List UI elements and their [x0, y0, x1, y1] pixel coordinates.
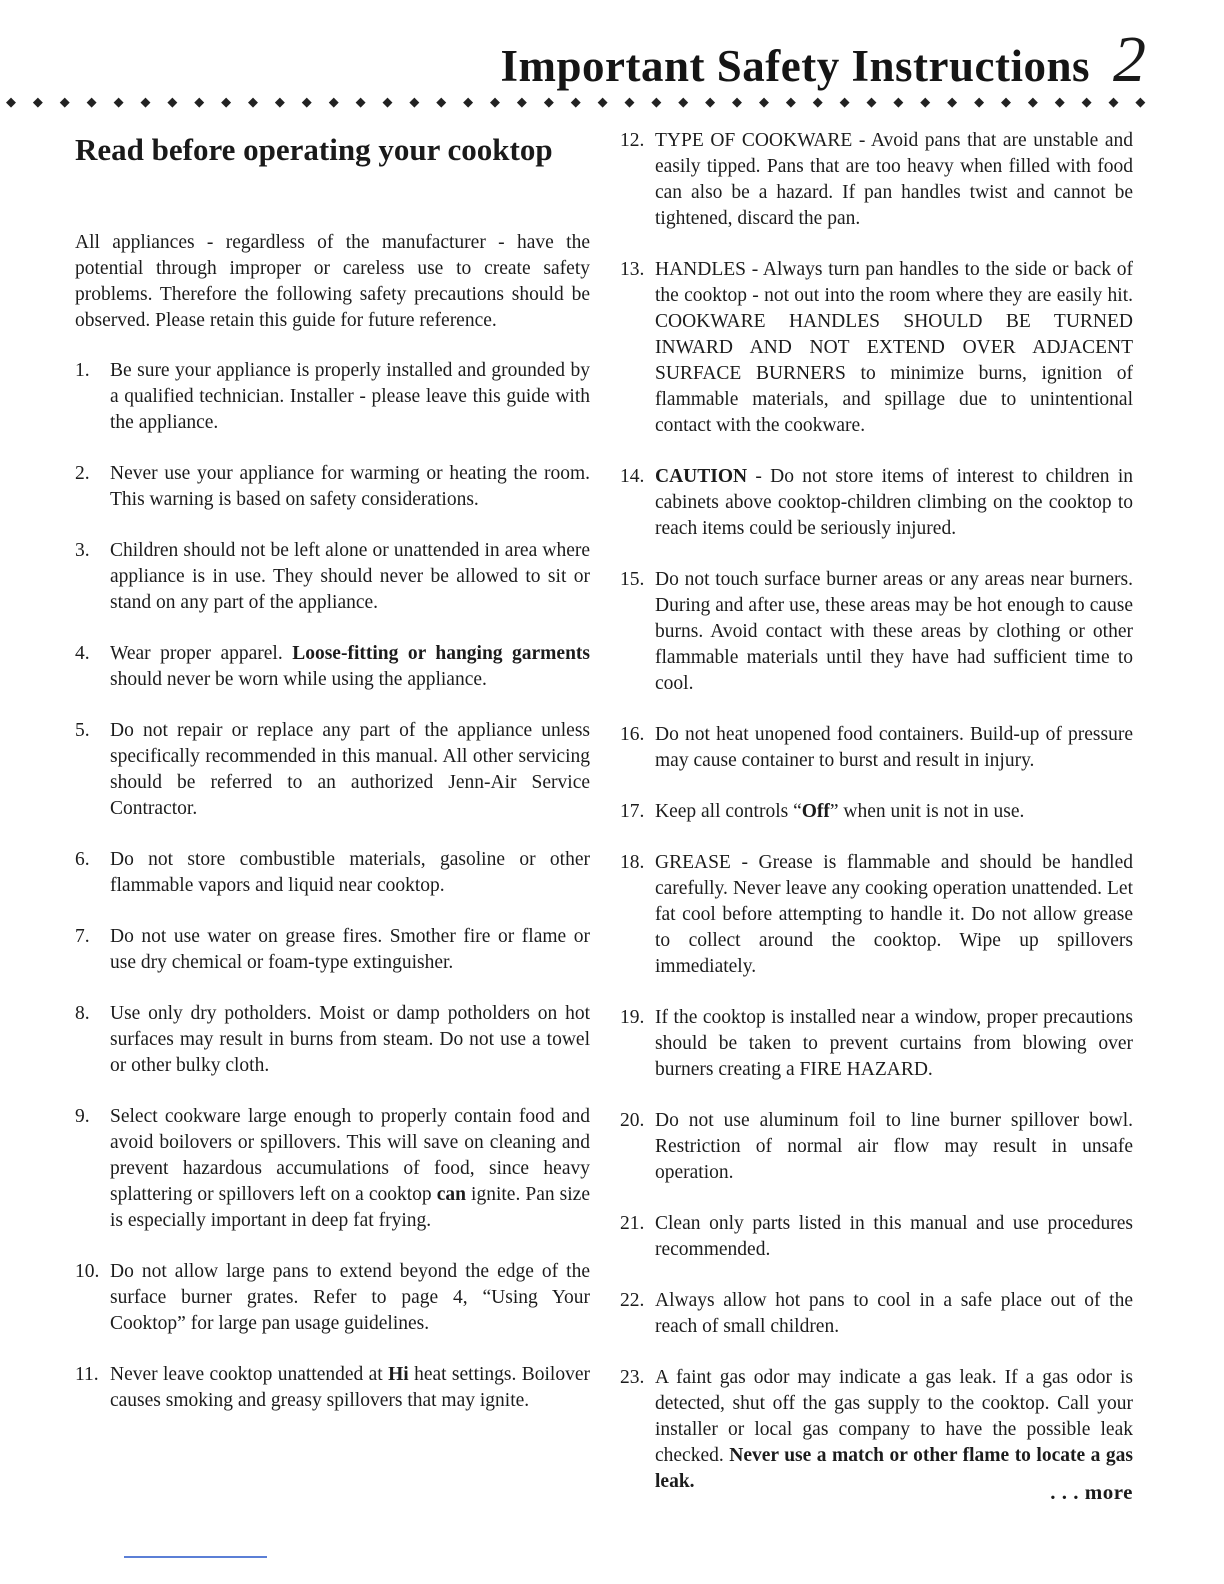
item-text — [110, 1104, 590, 1234]
diamond-ornament: ◆ — [490, 94, 501, 109]
item-text — [110, 641, 590, 693]
item-number: 19. — [620, 1007, 645, 1028]
item-text-segment: Children should not be left alone or unattended in area where appliance is in use. They should never be allowed to sit or stand on any part of the appliance. — [110, 540, 590, 613]
more-label: . . . more — [1050, 1480, 1133, 1504]
diamond-ornament: ◆ — [409, 94, 420, 109]
item-text — [110, 1001, 590, 1079]
item-number: 13. — [620, 259, 645, 280]
safety-item — [75, 847, 590, 899]
safety-item — [620, 722, 1133, 774]
item-text — [110, 461, 590, 513]
diamond-ornament: ◆ — [974, 94, 985, 109]
diamond-ornament: ◆ — [32, 94, 43, 109]
diamond-ornament: ◆ — [866, 94, 877, 109]
diamond-ornament: ◆ — [597, 94, 608, 109]
safety-item — [75, 1001, 590, 1079]
diamond-ornament: ◆ — [651, 94, 662, 109]
item-text-segment: Do not allow large pans to extend beyond the edge of the surface burner grates. Refer to page 4, “Using Your Cooktop” for large pan usage guidelines. — [110, 1261, 590, 1334]
safety-item — [75, 641, 590, 693]
item-text-segment: Select cookware large enough to properly contain food and avoid boilovers or spillovers. This will save on cleaning and prevent hazardous accumulations of food, since heavy splattering or spillovers left on a cooktop — [110, 1106, 590, 1205]
diamond-ornament: ◆ — [355, 94, 366, 109]
item-text — [655, 128, 1133, 232]
item-text-segment: A faint gas odor may indicate a gas leak. If a gas odor is detected, shut off the gas supply to the cooktop. Call your installer or local gas company to have the possible leak checked. — [655, 1367, 1133, 1466]
emphasis-text: CAUTION — [655, 466, 748, 487]
item-text — [110, 1259, 590, 1337]
diamond-ornament: ◆ — [570, 94, 581, 109]
item-text-segment: Never leave cooktop unattended at — [110, 1364, 389, 1385]
safety-item — [620, 1365, 1133, 1495]
safety-item — [620, 257, 1133, 439]
safety-item — [75, 718, 590, 822]
item-text-segment: should never be worn while using the appliance. — [110, 669, 487, 690]
item-number: 9. — [75, 1106, 90, 1127]
item-number: 15. — [620, 569, 645, 590]
diamond-ornament: ◆ — [301, 94, 312, 109]
safety-item — [620, 799, 1133, 825]
item-number: 2. — [75, 463, 90, 484]
diamond-ornament: ◆ — [678, 94, 689, 109]
diamond-ornament: ◆ — [920, 94, 931, 109]
diamond-ornament: ◆ — [947, 94, 958, 109]
diamond-divider — [6, 91, 1146, 113]
safety-item — [620, 850, 1133, 980]
item-text — [655, 567, 1133, 697]
safety-item — [620, 1211, 1133, 1263]
right-column — [620, 128, 1133, 1520]
safety-list-left — [75, 358, 590, 1414]
safety-item — [75, 924, 590, 976]
item-number: 5. — [75, 720, 90, 741]
item-text — [655, 1108, 1133, 1186]
diamond-ornament: ◆ — [248, 94, 259, 109]
item-text-segment: If the cooktop is installed near a window, proper precautions should be taken to prevent curtains from blowing over burners creating a FIRE HAZARD. — [655, 1007, 1133, 1080]
safety-item — [620, 1108, 1133, 1186]
diamond-ornament: ◆ — [1027, 94, 1038, 109]
item-text — [110, 1362, 590, 1414]
diamond-ornament: ◆ — [113, 94, 124, 109]
item-number: 8. — [75, 1003, 90, 1024]
diamond-ornament: ◆ — [140, 94, 151, 109]
diamond-ornament: ◆ — [705, 94, 716, 109]
item-text-segment: ignite. Pan size is especially important in deep fat frying. — [110, 1184, 590, 1231]
safety-item — [75, 1104, 590, 1234]
diamond-ornament: ◆ — [382, 94, 393, 109]
diamond-ornament: ◆ — [516, 94, 527, 109]
item-text — [110, 358, 590, 436]
item-text-segment: Be sure your appliance is properly installed and grounded by a qualified technician. Installer - please leave this guide with the appliance. — [110, 360, 590, 433]
safety-item — [75, 1259, 590, 1337]
item-text-segment: - Do not store items of interest to children in cabinets above cooktop-children climbing on the cooktop to reach items could be seriously injured. — [655, 466, 1133, 539]
safety-list-right — [620, 128, 1133, 1495]
item-text — [655, 722, 1133, 774]
safety-item — [620, 128, 1133, 232]
diamond-ornament: ◆ — [1108, 94, 1119, 109]
diamond-ornament: ◆ — [194, 94, 205, 109]
item-number: 16. — [620, 724, 645, 745]
item-text — [655, 850, 1133, 980]
item-number: 11. — [75, 1364, 99, 1385]
diamond-ornament: ◆ — [1054, 94, 1065, 109]
diamond-ornament: ◆ — [785, 94, 796, 109]
diamond-ornament: ◆ — [328, 94, 339, 109]
safety-item — [620, 567, 1133, 697]
item-text — [655, 1211, 1133, 1263]
footer-rule — [124, 1556, 267, 1558]
item-number: 12. — [620, 130, 645, 151]
item-text — [655, 257, 1133, 439]
intro-paragraph: All appliances - regardless of the manufacturer - have the potential through improper or careless use to create safety problems. Therefore the following safety precautions should be observed. Please retain this guide for future reference. — [75, 232, 590, 331]
item-text-segment: Do not use water on grease fires. Smother fire or flame or use dry chemical or foam-type extinguisher. — [110, 926, 590, 973]
item-number: 22. — [620, 1290, 645, 1311]
diamond-ornament: ◆ — [86, 94, 97, 109]
safety-item — [75, 1362, 590, 1414]
diamond-ornament: ◆ — [732, 94, 743, 109]
diamond-ornament: ◆ — [839, 94, 850, 109]
item-text-segment: heat settings. Boilover causes smoking and greasy spillovers that may ignite. — [110, 1364, 590, 1411]
item-text — [110, 718, 590, 822]
item-text-segment: Use only dry potholders. Moist or damp potholders on hot surfaces may result in burns from steam. Do not use a towel or other bulky cloth. — [110, 1003, 590, 1076]
page-header — [0, 22, 1224, 96]
item-text-segment: Keep all controls “ — [655, 801, 802, 822]
item-text-segment: Wear proper apparel. — [110, 643, 293, 664]
page-title: Important Safety Instructions — [500, 41, 1090, 91]
item-text-segment: Never use your appliance for warming or heating the room. This warning is based on safety considerations. — [110, 463, 590, 510]
diamond-ornament: ◆ — [758, 94, 769, 109]
item-text-segment: GREASE - Grease is flammable and should be handled carefully. Never leave any cooking operation unattended. Let fat cool before attempting to handle it. Do not allow grease to collect around the cooktop. Wipe up spillovers immediately. — [655, 852, 1133, 977]
diamond-ornament: ◆ — [624, 94, 635, 109]
item-number: 23. — [620, 1367, 645, 1388]
item-number: 7. — [75, 926, 90, 947]
item-number: 21. — [620, 1213, 645, 1234]
item-text — [110, 538, 590, 616]
item-text-segment: ” when unit is not in use. — [829, 801, 1025, 822]
item-number: 14. — [620, 466, 645, 487]
item-text-segment: Do not touch surface burner areas or any areas near burners. During and after use, these areas may be hot enough to cause burns. Avoid contact with these areas by clothing or other flammable materials until they have had sufficient time to cool. — [655, 569, 1133, 694]
item-number: 1. — [75, 360, 90, 381]
item-number: 20. — [620, 1110, 645, 1131]
item-text-segment: Always allow hot pans to cool in a safe place out of the reach of small children. — [655, 1290, 1133, 1337]
emphasis-text: Hi — [388, 1364, 409, 1385]
diamond-ornament: ◆ — [1135, 94, 1146, 109]
item-text — [655, 1288, 1133, 1340]
item-text-segment: HANDLES - Always turn pan handles to the side or back of the cooktop - not out into the room where they are easily hit. COOKWARE HANDLES SHOULD BE TURNED INWARD AND NOT EXTEND OVER ADJACENT SURFACE BURNERS to minimize burns, ignition of flammable materials, and spillage due to unintentional contact with the cookware. — [655, 259, 1133, 436]
safety-item — [620, 1288, 1133, 1340]
item-number: 18. — [620, 852, 645, 873]
item-text — [655, 464, 1133, 542]
emphasis-text: can — [436, 1184, 466, 1205]
diamond-ornament: ◆ — [543, 94, 554, 109]
diamond-ornament: ◆ — [1000, 94, 1011, 109]
item-text — [655, 1365, 1133, 1495]
diamond-ornament: ◆ — [167, 94, 178, 109]
diamond-ornament: ◆ — [274, 94, 285, 109]
item-text-segment: Do not store combustible materials, gasoline or other flammable vapors and liquid near cooktop. — [110, 849, 590, 896]
item-text — [655, 799, 1133, 825]
item-number: 4. — [75, 643, 90, 664]
safety-item — [75, 358, 590, 436]
safety-item — [75, 461, 590, 513]
item-text — [110, 924, 590, 976]
emphasis-text: Off — [801, 801, 830, 822]
item-text-segment: Do not use aluminum foil to line burner spillover bowl. Restriction of normal air flow may result in unsafe operation. — [655, 1110, 1133, 1183]
item-text-segment: Do not heat unopened food containers. Build-up of pressure may cause container to burst and result in injury. — [655, 724, 1133, 771]
item-text-segment: Do not repair or replace any part of the appliance unless specifically recommended in this manual. All other servicing should be referred to an authorized Jenn-Air Service Contractor. — [110, 720, 590, 819]
emphasis-text: Never use a match or other flame to locate a gas leak. — [655, 1445, 1133, 1492]
emphasis-text: Loose-fitting or hanging garments — [292, 643, 590, 664]
item-text-segment: TYPE OF COOKWARE - Avoid pans that are unstable and easily tipped. Pans that are too heavy when filled with food can also be a hazard. If pan handles twist and cannot be tightened, discard the pan. — [655, 130, 1133, 229]
item-text — [655, 1005, 1133, 1083]
diamond-ornament: ◆ — [6, 94, 16, 109]
item-number: 10. — [75, 1261, 100, 1282]
section-title: Read before operating your cooktop — [75, 132, 553, 167]
diamond-ornament: ◆ — [436, 94, 447, 109]
page-number: 2 — [1113, 23, 1146, 96]
diamond-ornament: ◆ — [893, 94, 904, 109]
safety-item — [620, 464, 1133, 542]
item-text — [110, 847, 590, 899]
left-column — [75, 128, 590, 1439]
safety-item — [75, 538, 590, 616]
diamond-ornament: ◆ — [463, 94, 474, 109]
diamond-ornament: ◆ — [221, 94, 232, 109]
diamond-ornament: ◆ — [59, 94, 70, 109]
safety-item — [620, 1005, 1133, 1083]
diamond-ornament: ◆ — [1081, 94, 1092, 109]
item-text-segment: Clean only parts listed in this manual and use procedures recommended. — [655, 1213, 1133, 1260]
diamond-ornament: ◆ — [812, 94, 823, 109]
item-number: 6. — [75, 849, 90, 870]
item-number: 3. — [75, 540, 90, 561]
item-number: 17. — [620, 801, 645, 822]
